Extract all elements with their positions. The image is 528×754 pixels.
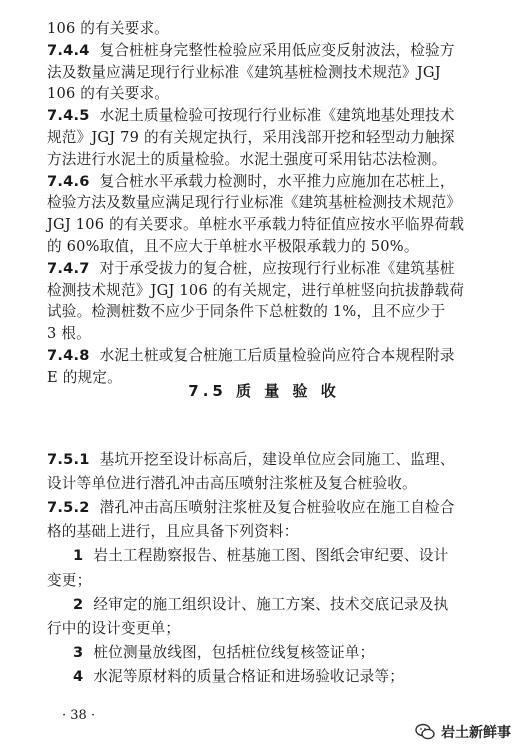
text-line (47, 324, 487, 344)
clause-number: 7.5.2 (47, 499, 90, 517)
text-line (47, 346, 487, 366)
line-text: 行中的设计变更单； (47, 619, 181, 637)
line-text: 的 60%取值，且不应大于单桩水平极限承载力的 50%。 (47, 238, 419, 255)
line-text: 方法进行水泥土的质量检验。水泥土强度可采用钻芯法检测。 (47, 150, 447, 168)
line-text: JGJ 106 的有关要求。单桩水平承载力特征值应按水平临界荷载 (47, 216, 465, 234)
text-line (47, 150, 487, 170)
line-text: 桩位测量放线图，包括桩位线复核签证单； (93, 643, 375, 661)
text-line (47, 259, 487, 279)
text-line (47, 128, 487, 148)
line-text: 3 根。 (47, 325, 91, 343)
text-line (47, 302, 487, 322)
line-text: 基坑开挖至设计标高后，建设单位应会同施工、监理、 (99, 451, 455, 468)
line-text: 复合桩桩身完整性检验应采用低应变反射波法，检验方 (99, 41, 455, 59)
line-text: E 的规定。 (47, 368, 122, 386)
clause-number: 7.4.7 (47, 259, 90, 277)
text-line (47, 237, 487, 257)
line-text: 对于承受拔力的复合桩，应按现行行业标准《建筑基桩 (99, 259, 455, 277)
clause-number: 7.4.8 (47, 347, 90, 364)
watermark (415, 722, 511, 742)
section-heading: 7.5 质 量 验 收 (188, 382, 340, 400)
line-text: 经审定的施工组织设计、施工方案、技术交底记录及执 (93, 595, 449, 613)
text-line (47, 474, 487, 494)
text-line (47, 63, 487, 83)
text-line (47, 193, 487, 213)
text-line (47, 84, 487, 104)
line-text: 水泥土质量检验可按现行行业标准《建筑地基处理技术 (99, 107, 455, 125)
line-text: 规范》JGJ 79 的有关规定执行，采用浅部开挖和轻型动力触探 (47, 129, 455, 146)
watermark-text: 岩土新鲜事 (441, 725, 511, 741)
text-line (73, 546, 513, 566)
clause-number: 7.4.6 (47, 172, 90, 190)
line-text: 潜孔冲击高压喷射注浆桩及复合桩验收应在施工自检合 (99, 499, 455, 517)
text-line (47, 19, 487, 39)
text-line (47, 498, 487, 518)
clause-number: 4 (73, 667, 84, 685)
clause-number: 2 (73, 595, 84, 613)
line-text: 变更； (47, 571, 92, 589)
line-text: 检测技术规范》JGJ 106 的有关规定，进行单桩竖向抗拔静载荷 (47, 281, 465, 299)
text-line (47, 450, 487, 470)
text-line (47, 522, 487, 542)
line-text: 水泥土桩或复合桩施工后质量检验尚应符合本规程附录 (99, 347, 455, 364)
line-text: 格的基础上进行，且应具备下列资料： (47, 523, 299, 541)
text-line (47, 172, 487, 192)
line-text: 106 的有关要求。 (47, 85, 170, 103)
text-line (73, 667, 513, 687)
wechat-icon (415, 723, 435, 741)
line-text: 试验。检测桩数不应少于同条件下总桩数的 1%，且不应少于 (47, 303, 446, 321)
text-line (73, 595, 513, 615)
clause-number: 7.5.1 (47, 451, 90, 468)
clause-number: 7.4.5 (47, 107, 90, 125)
line-text: 复合桩水平承载力检测时，水平推力应施加在芯桩上， (99, 172, 455, 190)
text-line (47, 281, 487, 301)
clause-number: 7.4.4 (47, 41, 90, 59)
line-text: 岩土工程勘察报告、桩基施工图、图纸会审纪要、设计 (93, 547, 449, 565)
text-line (47, 106, 487, 126)
page-number: · 38 · (62, 708, 96, 723)
line-text: 水泥等原材料的质量合格证和进场验收记录等； (93, 667, 405, 685)
text-line (73, 643, 513, 663)
text-line (47, 41, 487, 61)
line-text: 法及数量应满足现行行业标准《建筑基桩检测技术规范》JGJ (47, 63, 441, 81)
line-text: 检验方法及数量应满足现行行业标准《建筑基桩检测技术规范》 (47, 194, 462, 212)
clause-number: 3 (73, 643, 84, 661)
text-line (47, 215, 487, 235)
text-line (47, 571, 487, 591)
line-text: 设计等单位进行潜孔冲击高压喷射注浆桩及复合桩验收。 (47, 475, 417, 493)
text-line (47, 619, 487, 639)
clause-number: 1 (73, 547, 84, 565)
line-text: 106 的有关要求。 (47, 20, 170, 37)
